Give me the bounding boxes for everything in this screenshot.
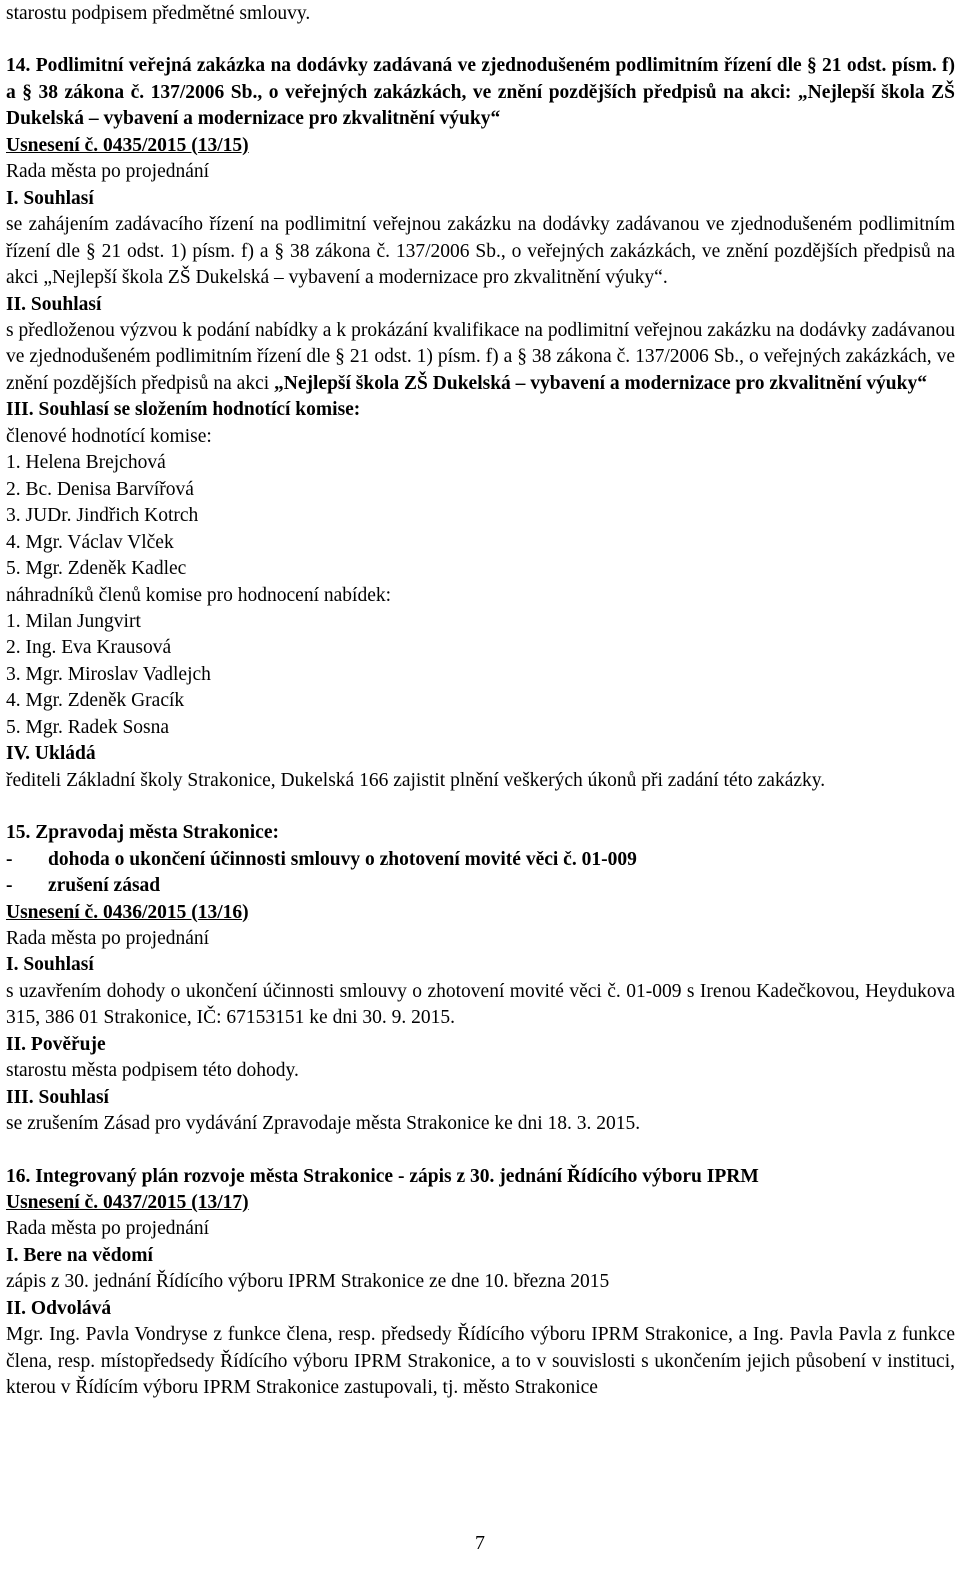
substitute-item: 3. Mgr. Miroslav Vadlejch	[6, 663, 211, 685]
section-14-iv-label: IV. Ukládá	[6, 743, 96, 765]
bullet-marker: -	[6, 848, 13, 870]
bullet-text: dohoda o ukončení účinnosti smlouvy o zhotovení movité věci č. 01-009	[48, 848, 637, 870]
section-14-ii-text	[6, 318, 955, 397]
section-14-i-label: I. Souhlasí	[6, 187, 94, 209]
section-16-i-label: I. Bere na vědomí	[6, 1244, 153, 1266]
document-page	[6, 1, 955, 1402]
section-14-council: Rada města po projednání	[6, 161, 210, 183]
member-item: 3. JUDr. Jindřich Kotrch	[6, 505, 199, 527]
section-14-ii-body: s předloženou výzvou k podání nabídky a k prokázání kvalifikace na podlimitní veřejnou zakázku na dodávky zadávanou ve zjednodušeném podlimitním řízení dle § 21 odst. 1) písm. f) a § 38 zákona č. 137/2006 Sb., o veřejných zakázkách, ve znění pozdějších předpisů na akci	[6, 319, 955, 394]
section-15-resolution: Usnesení č. 0436/2015 (13/16)	[6, 901, 249, 923]
section-16-i-text: zápis z 30. jednání Řídícího výboru IPRM Strakonice ze dne 10. března 2015	[6, 1271, 610, 1293]
section-16-resolution: Usnesení č. 0437/2015 (13/17)	[6, 1192, 249, 1214]
spacer	[6, 1138, 955, 1164]
section-16	[6, 1164, 955, 1402]
spacer	[6, 794, 955, 820]
substitute-item: 5. Mgr. Radek Sosna	[6, 716, 170, 738]
substitute-item: 2. Ing. Eva Krausová	[6, 637, 172, 659]
section-15-ii-text: starostu města podpisem této dohody.	[6, 1060, 299, 1082]
top-line: starostu podpisem předmětné smlouvy.	[6, 3, 311, 24]
section-15-iii-label: III. Souhlasí	[6, 1086, 109, 1108]
section-15-ii-label: II. Pověřuje	[6, 1033, 106, 1055]
section-15-heading: 15. Zpravodaj města Strakonice:	[6, 822, 279, 844]
section-14-iv-text: řediteli Základní školy Strakonice, Dukelská 166 zajistit plnění veškerých úkonů při zadání této zakázky.	[6, 769, 826, 791]
section-14-ii-label: II. Souhlasí	[6, 293, 102, 315]
bullet-item	[6, 873, 955, 899]
substitute-item: 4. Mgr. Zdeněk Gracík	[6, 690, 185, 712]
section-15	[6, 820, 955, 1137]
section-15-i-label: I. Souhlasí	[6, 954, 94, 976]
section-15-i-text: s uzavřením dohody o ukončení účinnosti smlouvy o zhotovení movité věci č. 01-009 s Irenou Kadečkovou, Heydukova 315, 386 01 Strakonice, IČ: 67153151 ke dni 30. 9. 2015.	[6, 980, 955, 1029]
spacer	[6, 27, 955, 53]
member-item: 1. Helena Brejchová	[6, 452, 166, 474]
section-16-ii-label: II. Odvolává	[6, 1297, 112, 1319]
bullet-text: zrušení zásad	[48, 875, 161, 897]
member-item: 5. Mgr. Zdeněk Kadlec	[6, 558, 187, 580]
section-16-ii-text: Mgr. Ing. Pavla Vondryse z funkce člena, resp. předsedy Řídícího výboru IPRM Strakonice, a Ing. Pavla Pavla z funkce člena, resp. místopředsedy Řídícího výboru IPRM Strakonice, a to v souvislosti s ukončením jejich působení v instituci, kterou v Řídícím výboru IPRM Strakonice zastupovali, tj. město Strakonice	[6, 1324, 955, 1399]
members-label: členové hodnotící komise:	[6, 425, 212, 447]
section-14-ii-project: „Nejlepší škola ZŠ Dukelská – vybavení a modernizace pro zkvalitnění výuky“	[274, 372, 927, 394]
section-14-i-text: se zahájením zadávacího řízení na podlimitní veřejnou zakázku na dodávky zadávanou ve zjednodušeném podlimitním řízení dle § 21 odst. 1) písm. f) a § 38 zákona č. 137/2006 Sb., o veřejných zakázkách, ve znění pozdějších předpisů na akci „Nejlepší škola ZŠ Dukelská – vybavení a modernizace pro zkvalitnění výuky“.	[6, 214, 955, 289]
section-15-council: Rada města po projednání	[6, 927, 210, 949]
section-14-resolution: Usnesení č. 0435/2015 (13/15)	[6, 134, 249, 156]
bullet-item	[6, 847, 955, 873]
member-item: 4. Mgr. Václav Vlček	[6, 531, 174, 553]
bullet-marker: -	[6, 875, 13, 897]
substitutes-label: náhradníků členů komise pro hodnocení nabídek:	[6, 584, 392, 606]
section-16-council: Rada města po projednání	[6, 1218, 210, 1240]
section-15-iii-text: se zrušením Zásad pro vydávání Zpravodaje města Strakonice ke dni 18. 3. 2015.	[6, 1113, 641, 1135]
section-14	[6, 53, 955, 794]
substitute-item: 1. Milan Jungvirt	[6, 610, 141, 632]
page-number: 7	[475, 1532, 485, 1554]
section-14-heading: 14. Podlimitní veřejná zakázka na dodávky zadávaná ve zjednodušeném podlimitním řízení dle § 21 odst. písm. f) a § 38 zákona č. 137/2006 Sb., o veřejných zakázkách, ve znění pozdějších předpisů na akci: „Nejlepší škola ZŠ Dukelská – vybavení a modernizace pro zkvalitnění výuky“	[6, 55, 955, 130]
section-14-iii-label: III. Souhlasí se složením hodnotící komise:	[6, 399, 361, 421]
section-16-heading: 16. Integrovaný plán rozvoje města Strakonice - zápis z 30. jednání Řídícího výboru IPRM	[6, 1165, 759, 1187]
member-item: 2. Bc. Denisa Barvířová	[6, 478, 194, 500]
